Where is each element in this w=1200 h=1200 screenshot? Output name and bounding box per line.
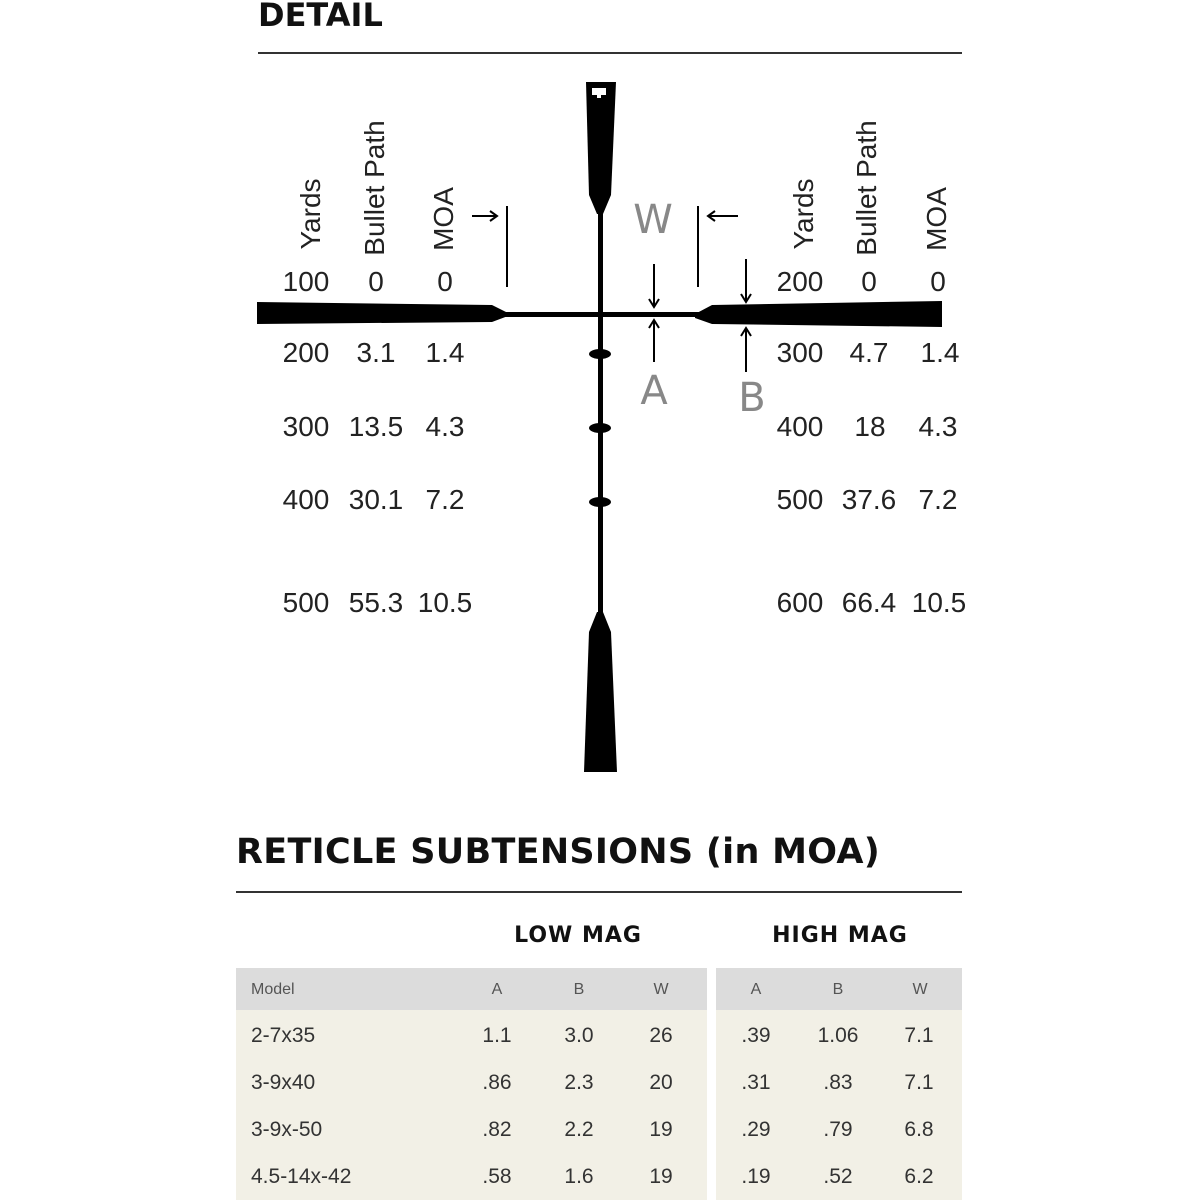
right-header-moa: MOA: [921, 187, 952, 251]
left-row-5-yards: 500: [282, 587, 330, 618]
left-row-5-moa: 10.5: [417, 587, 473, 618]
table-row-1-low-w: 26: [649, 1024, 673, 1047]
table-row-1-high-b: 1.06: [817, 1024, 859, 1047]
right-row-2-yards: 300: [776, 337, 824, 368]
label-b: B: [738, 375, 766, 421]
table-row-4-low-w: 19: [649, 1165, 673, 1188]
left-row-4-path: 30.1: [348, 484, 404, 515]
column-header-low-a: A: [491, 981, 503, 998]
right-header-bullet-path: Bullet Path: [851, 120, 882, 256]
right-row-1-yards: 200: [776, 266, 824, 297]
left-row-4-yards: 400: [282, 484, 330, 515]
right-row-1-moa: 0: [930, 266, 946, 297]
divider: [236, 891, 962, 893]
column-header-low-w: W: [653, 981, 669, 998]
table-row-1-high-w: 7.1: [904, 1024, 934, 1047]
table-row-3-high-b: .79: [823, 1118, 853, 1141]
right-row-3-yards: 400: [776, 411, 824, 442]
table-row-3-low-a: .82: [482, 1118, 512, 1141]
holdover-dot-3: [589, 497, 611, 507]
table-row-1-low-b: 3.0: [564, 1024, 594, 1047]
left-row-2-path: 3.1: [356, 337, 396, 368]
right-row-5-moa: 10.5: [911, 587, 967, 618]
right-row-5-path: 66.4: [841, 587, 897, 618]
left-row-4-moa: 7.2: [425, 484, 465, 515]
holdover-dot-1: [589, 349, 611, 359]
right-row-5-yards: 600: [776, 587, 824, 618]
left-row-5-path: 55.3: [348, 587, 404, 618]
detail-title: DETAIL: [258, 0, 383, 34]
table-row-3-low-w: 19: [649, 1118, 673, 1141]
table-row-1-model: 2-7x35: [251, 1024, 316, 1047]
reticle-left-post: [257, 302, 508, 324]
right-row-1-path: 0: [861, 266, 877, 297]
table-row-2-high-a: .31: [741, 1071, 771, 1094]
column-header-model: Model: [251, 981, 295, 998]
right-row-4-path: 37.6: [841, 484, 897, 515]
left-row-2-yards: 200: [282, 337, 330, 368]
table-row-4-high-a: .19: [741, 1165, 771, 1188]
left-row-3-path: 13.5: [348, 411, 404, 442]
left-row-3-moa: 4.3: [425, 411, 465, 442]
low-mag-heading: LOW MAG: [514, 923, 642, 948]
column-header-high-w: W: [912, 981, 928, 998]
reticle-bottom-post: [584, 612, 617, 772]
left-row-2-moa: 1.4: [425, 337, 465, 368]
table-row-2-high-b: .83: [823, 1071, 853, 1094]
reticle-horizontal-line: [500, 312, 705, 317]
table-row-2-low-b: 2.3: [564, 1071, 594, 1094]
table-row-1-high-a: .39: [741, 1024, 771, 1047]
left-row-1-path: 0: [368, 266, 384, 297]
low-mag-panel-header: [236, 968, 707, 1010]
right-row-3-moa: 4.3: [918, 411, 958, 442]
table-row-3-high-w: 6.8: [904, 1118, 934, 1141]
column-header-high-b: B: [832, 981, 844, 998]
table-row-4-low-a: .58: [482, 1165, 512, 1188]
table-row-1-low-a: 1.1: [482, 1024, 512, 1047]
reticle-top-post: [586, 82, 616, 214]
right-header-yards: Yards: [788, 178, 819, 250]
column-header-low-b: B: [573, 981, 585, 998]
left-row-1-yards: 100: [282, 266, 330, 297]
label-w: W: [633, 197, 673, 243]
table-row-2-low-w: 20: [649, 1071, 673, 1094]
right-row-2-path: 4.7: [849, 337, 889, 368]
left-row-3-yards: 300: [282, 411, 330, 442]
subtensions-title: RETICLE SUBTENSIONS (in MOA): [236, 832, 881, 872]
table-row-2-model: 3-9x40: [251, 1071, 316, 1094]
table-row-4-high-w: 6.2: [904, 1165, 934, 1188]
left-header-bullet-path: Bullet Path: [359, 120, 390, 256]
right-row-2-moa: 1.4: [920, 337, 960, 368]
left-row-1-moa: 0: [437, 266, 453, 297]
table-row-3-low-b: 2.2: [564, 1118, 594, 1141]
table-row-2-high-w: 7.1: [904, 1071, 934, 1094]
right-row-4-yards: 500: [776, 484, 824, 515]
reticle-vertical-line: [598, 210, 603, 625]
table-row-3-high-a: .29: [741, 1118, 771, 1141]
right-row-3-path: 18: [854, 411, 886, 442]
table-row-3-model: 3-9x-50: [251, 1118, 323, 1141]
left-header-moa: MOA: [428, 187, 459, 251]
column-header-high-a: A: [750, 981, 762, 998]
holdover-dot-2: [589, 423, 611, 433]
reticle-top-post-notch-mark: [597, 92, 601, 98]
table-row-4-low-b: 1.6: [564, 1165, 594, 1188]
high-mag-heading: HIGH MAG: [772, 923, 908, 948]
table-row-2-low-a: .86: [482, 1071, 512, 1094]
label-a: A: [640, 368, 668, 414]
table-row-4-high-b: .52: [823, 1165, 853, 1188]
left-header-yards: Yards: [295, 178, 326, 250]
table-row-4-model: 4.5-14x-42: [251, 1165, 352, 1188]
right-row-4-moa: 7.2: [918, 484, 958, 515]
reticle-right-post: [695, 301, 942, 327]
